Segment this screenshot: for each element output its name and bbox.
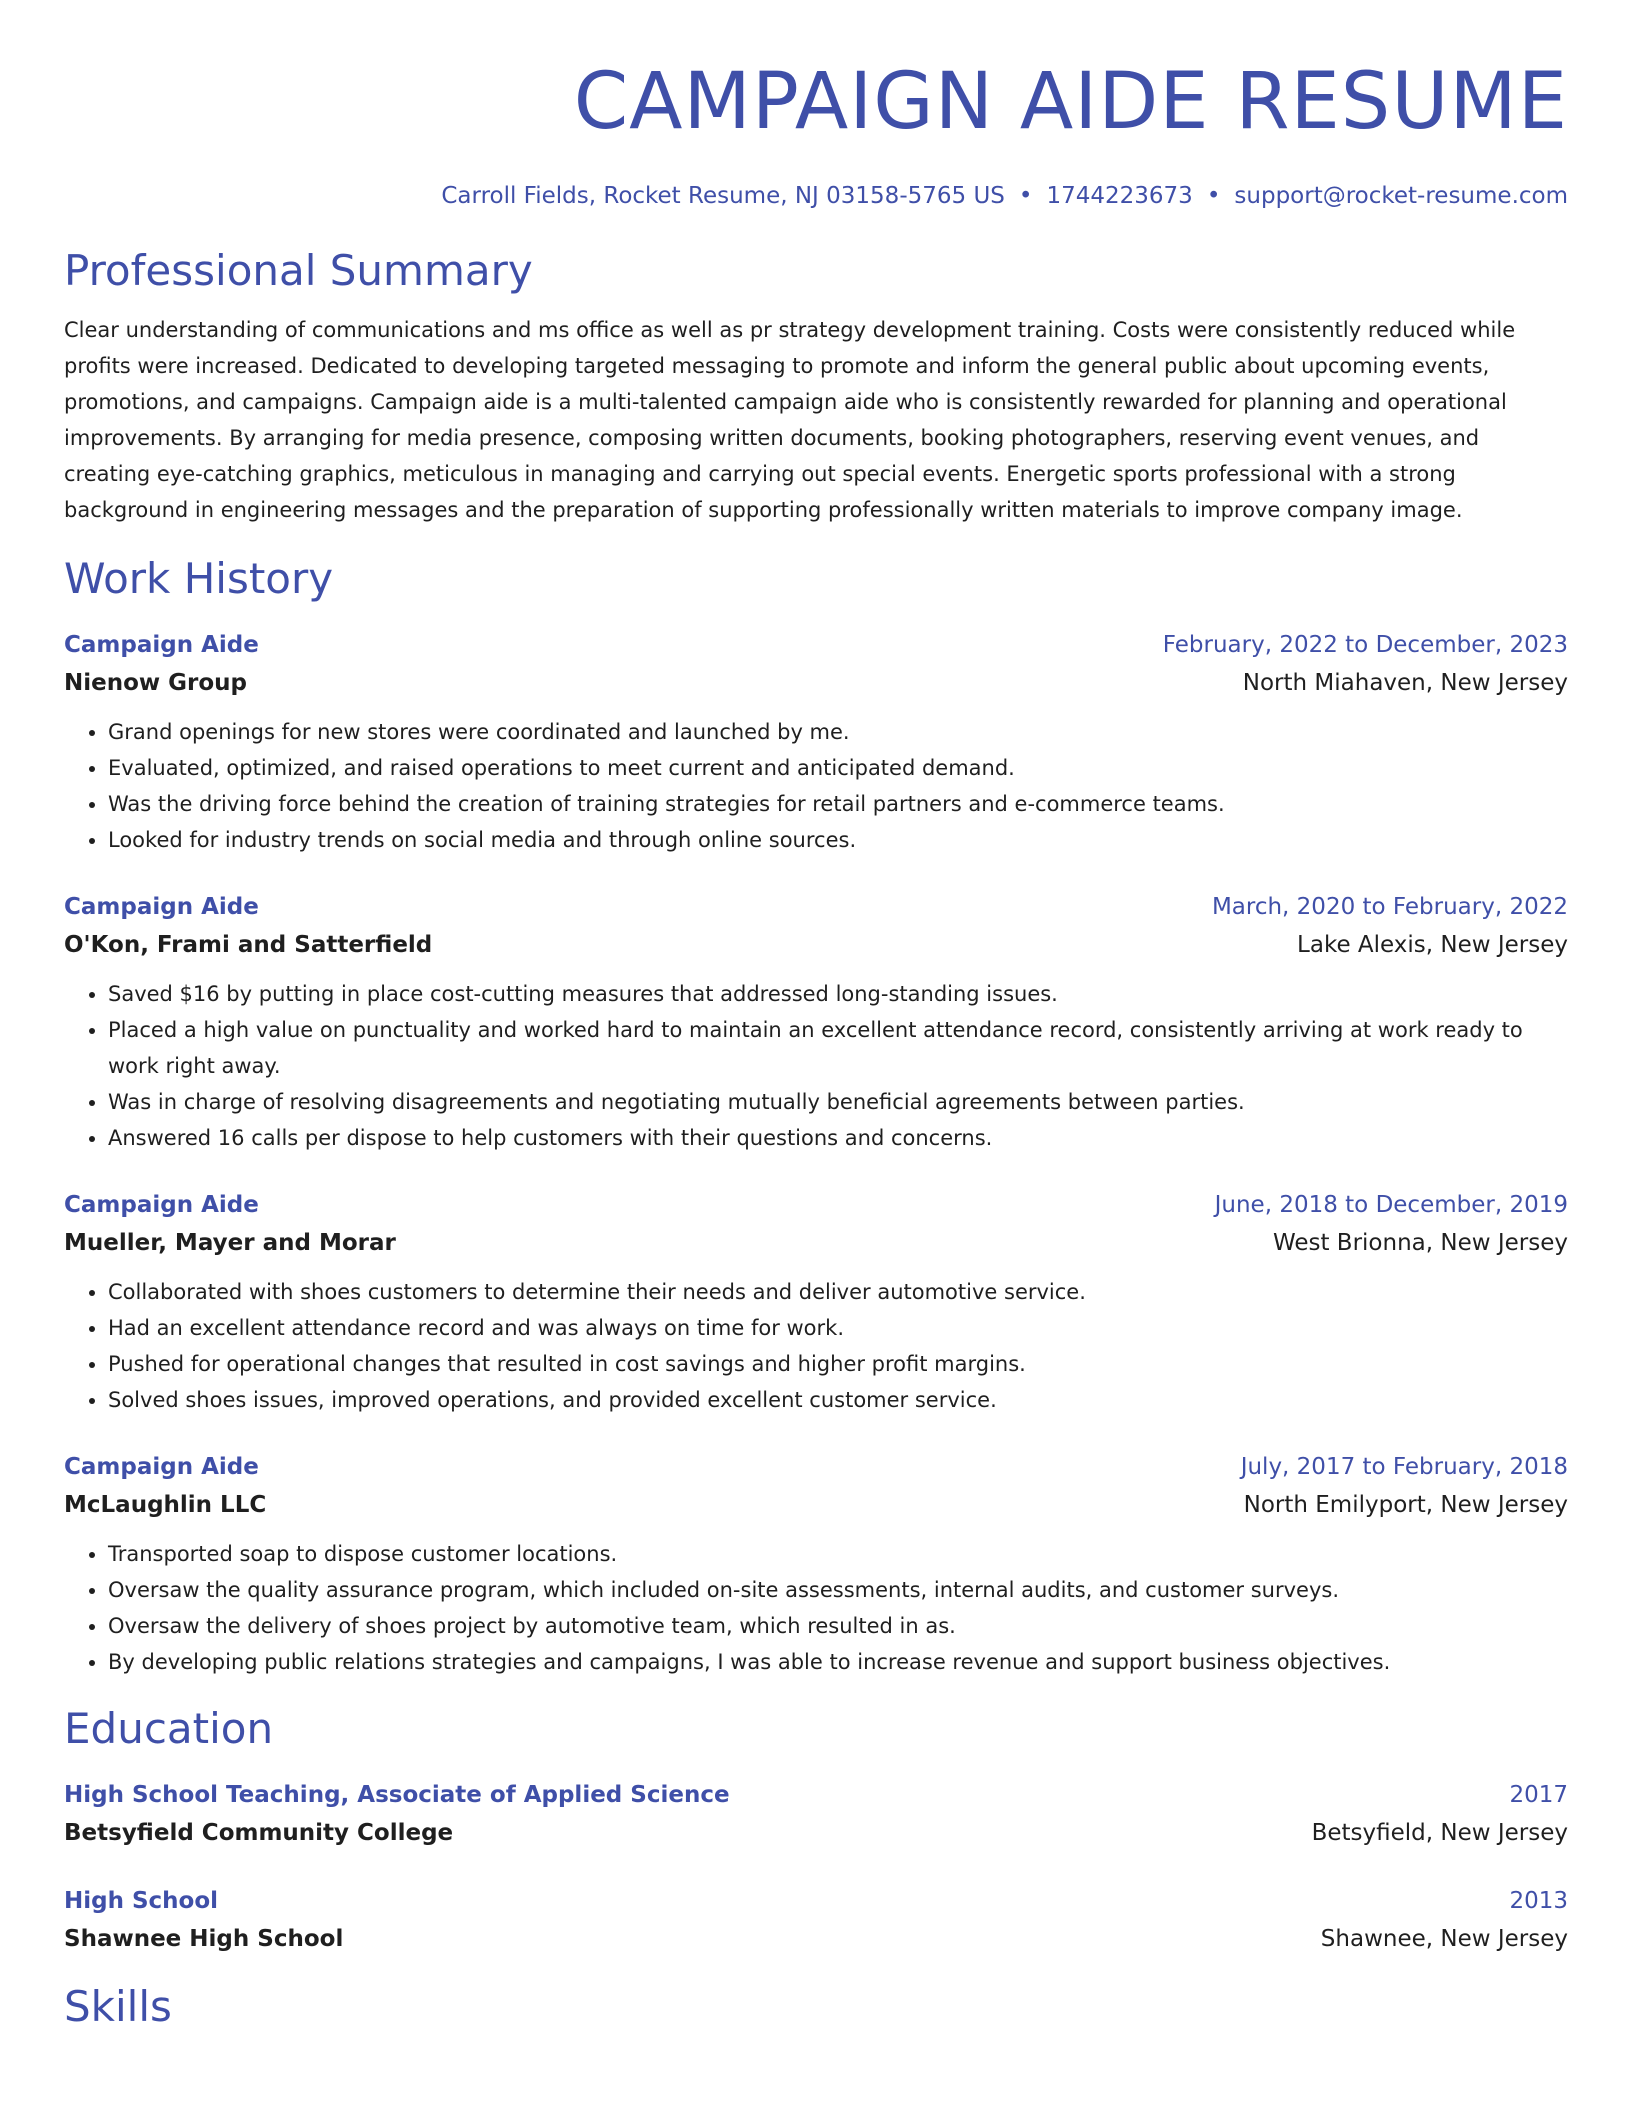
work-history-section	[64, 552, 1568, 1680]
job-entry	[64, 626, 1568, 858]
job-title: Campaign Aide	[64, 1454, 259, 1480]
contact-address: Carroll Fields, Rocket Resume, NJ 03158-5765 US	[441, 183, 1005, 209]
education-degree: High School Teaching, Associate of Applied Science	[64, 1782, 730, 1808]
education-degree: High School	[64, 1888, 219, 1914]
job-dates: February, 2022 to December, 2023	[1162, 632, 1568, 658]
job-bullet: • Collaborated with shoes customers to determine their needs and deliver automotive service.	[108, 1274, 1568, 1310]
job-company-row	[64, 664, 1568, 702]
job-dates: June, 2018 to December, 2019	[1214, 1192, 1568, 1218]
job-bullets	[64, 1536, 1568, 1680]
job-company-row	[64, 1224, 1568, 1262]
job-bullet: • Oversaw the delivery of shoes project by automotive team, which resulted in as.	[108, 1608, 1568, 1644]
job-bullet: • Transported soap to dispose customer locations.	[108, 1536, 1568, 1572]
education-location: Shawnee, New Jersey	[1320, 1926, 1568, 1952]
education-header-row	[64, 1882, 1568, 1920]
job-header-row	[64, 1448, 1568, 1486]
education-year: 2013	[1509, 1888, 1568, 1914]
job-title: Campaign Aide	[64, 1192, 259, 1218]
education-heading: Education	[64, 1704, 274, 1753]
job-company: Nienow Group	[64, 670, 248, 696]
job-bullet: • Solved shoes issues, improved operations, and provided excellent customer service.	[108, 1382, 1568, 1418]
job-bullets	[64, 1274, 1568, 1418]
job-bullet: • Looked for industry trends on social media and through online sources.	[108, 822, 1568, 858]
job-company: Mueller, Mayer and Morar	[64, 1230, 396, 1256]
education-year: 2017	[1509, 1782, 1568, 1808]
job-bullet: • Answered 16 calls per dispose to help customers with their questions and concerns.	[108, 1120, 1568, 1156]
education-header-row	[64, 1776, 1568, 1814]
job-company: McLaughlin LLC	[64, 1492, 267, 1518]
job-company-row	[64, 926, 1568, 964]
education-school: Betsyfield Community College	[64, 1820, 454, 1846]
job-header-row	[64, 1186, 1568, 1224]
contact-separator: •	[1206, 183, 1221, 209]
job-header-row	[64, 888, 1568, 926]
education-entry	[64, 1776, 1568, 1852]
skills-section	[64, 1980, 1568, 2034]
job-dates: March, 2020 to February, 2022	[1211, 894, 1568, 920]
job-bullet: • Oversaw the quality assurance program, which included on-site assessments, internal audits, and customer surveys.	[108, 1572, 1568, 1608]
resume-title: CAMPAIGN AIDE RESUME	[573, 57, 1568, 147]
job-bullet: • Grand openings for new stores were coordinated and launched by me.	[108, 714, 1568, 750]
job-location: North Miahaven, New Jersey	[1242, 670, 1568, 696]
summary-section	[64, 244, 1568, 528]
education-entry	[64, 1882, 1568, 1958]
job-title: Campaign Aide	[64, 632, 259, 658]
job-bullet: • Evaluated, optimized, and raised operations to meet current and anticipated demand.	[108, 750, 1568, 786]
job-dates: July, 2017 to February, 2018	[1240, 1454, 1568, 1480]
job-bullet: • Was in charge of resolving disagreements and negotiating mutually beneficial agreements between parties.	[108, 1084, 1568, 1120]
job-company-row	[64, 1486, 1568, 1524]
job-bullet: • Was the driving force behind the creation of training strategies for retail partners and e-commerce teams.	[108, 786, 1568, 822]
contact-phone: 1744223673	[1046, 183, 1193, 209]
education-school-row	[64, 1814, 1568, 1852]
contact-line	[64, 180, 1568, 212]
job-entry	[64, 1448, 1568, 1680]
summary-text: Clear understanding of communications and ms office as well as pr strategy development training. Costs were consistently reduced while profits were increased. Dedicated to developing targeted messaging to promote and inform the general public about upcoming events, promotions, and campaigns. Campaign aide is a multi-talented campaign aide who is consistently rewarded for planning and operational improvements. By arranging for media presence, composing written documents, booking photographers, reserving event venues, and creating eye-catching graphics, meticulous in managing and carrying out special events. Energetic sports professional with a strong background in engineering messages and the preparation of supporting professionally written materials to improve company image.	[64, 318, 1516, 522]
contact-separator: •	[1018, 183, 1033, 209]
education-school-row	[64, 1920, 1568, 1958]
work-history-heading: Work History	[64, 554, 334, 603]
job-company: O'Kon, Frami and Satterfield	[64, 932, 433, 958]
job-bullet: • Saved $16 by putting in place cost-cutting measures that addressed long-standing issues.	[108, 976, 1568, 1012]
job-header-row	[64, 626, 1568, 664]
job-bullet: • By developing public relations strategies and campaigns, I was able to increase revenue and support business objectives.	[108, 1644, 1568, 1680]
summary-heading: Professional Summary	[64, 246, 533, 295]
job-entry	[64, 1186, 1568, 1418]
job-bullets	[64, 714, 1568, 858]
job-title: Campaign Aide	[64, 894, 259, 920]
contact-email[interactable]: support@rocket-resume.com	[1234, 183, 1568, 209]
job-location: North Emilyport, New Jersey	[1243, 1492, 1568, 1518]
job-location: West Brionna, New Jersey	[1272, 1230, 1568, 1256]
job-entry	[64, 888, 1568, 1156]
job-bullet: • Had an excellent attendance record and was always on time for work.	[108, 1310, 1568, 1346]
education-school: Shawnee High School	[64, 1926, 344, 1952]
job-bullet: • Pushed for operational changes that resulted in cost savings and higher profit margins.	[108, 1346, 1568, 1382]
job-bullet: • Placed a high value on punctuality and worked hard to maintain an excellent attendance record, consistently arriving at work ready to work right away.	[108, 1012, 1568, 1084]
skills-heading: Skills	[64, 1982, 172, 2031]
education-section	[64, 1702, 1568, 1958]
job-bullets	[64, 976, 1568, 1156]
job-location: Lake Alexis, New Jersey	[1297, 932, 1568, 958]
education-location: Betsyfield, New Jersey	[1311, 1820, 1568, 1846]
